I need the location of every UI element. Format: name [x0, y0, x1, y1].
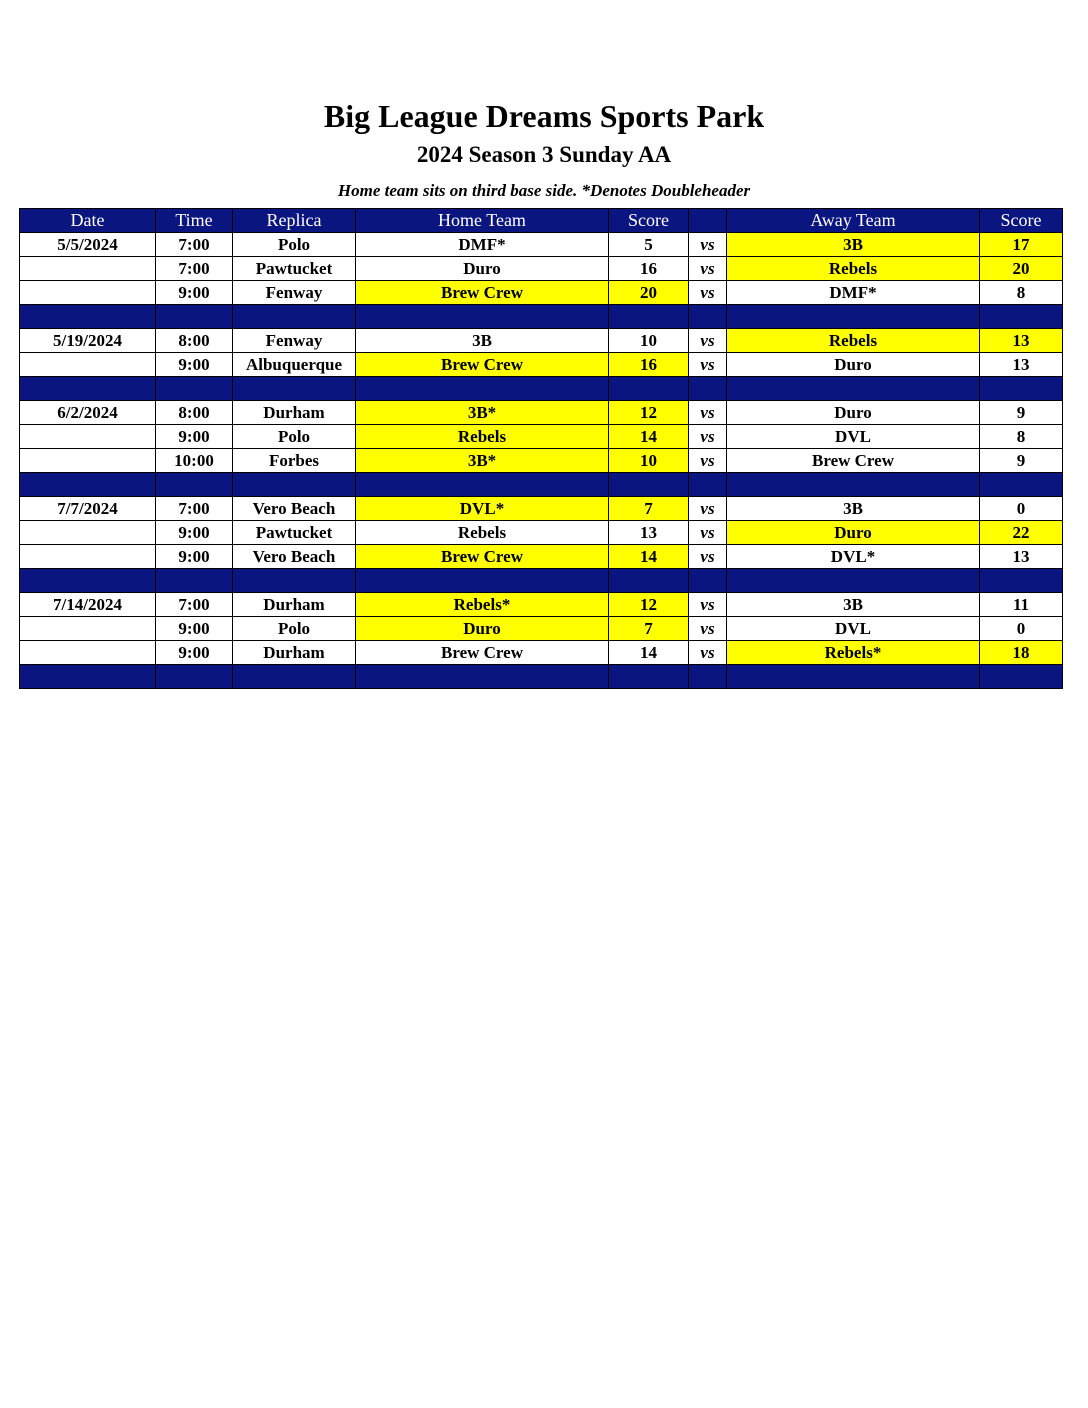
away-team: Rebels*: [727, 641, 980, 665]
game-date: [20, 545, 156, 569]
away-score: 9: [980, 401, 1063, 425]
page-subtitle: 2024 Season 3 Sunday AA: [416, 142, 672, 167]
week-separator-row: [20, 473, 1063, 497]
col-header-away-score: Score: [980, 209, 1063, 233]
away-score: 8: [980, 281, 1063, 305]
game-row: [20, 401, 1063, 425]
home-score: 14: [609, 545, 689, 569]
game-row: [20, 617, 1063, 641]
game-date: [20, 641, 156, 665]
home-team: DMF*: [356, 233, 609, 257]
separator-cell: [20, 665, 156, 689]
away-team: Duro: [727, 401, 980, 425]
game-date: [20, 449, 156, 473]
game-replica: Albuquerque: [233, 353, 356, 377]
separator-cell: [156, 377, 233, 401]
vs-label: vs: [689, 329, 727, 353]
game-date: [20, 257, 156, 281]
away-score: 20: [980, 257, 1063, 281]
home-score: 14: [609, 641, 689, 665]
home-team: Duro: [356, 257, 609, 281]
game-time: 10:00: [156, 449, 233, 473]
game-replica: Polo: [233, 233, 356, 257]
game-time: 9:00: [156, 353, 233, 377]
schedule-table: [19, 208, 1063, 689]
game-row: [20, 353, 1063, 377]
separator-cell: [233, 473, 356, 497]
separator-cell: [156, 665, 233, 689]
game-time: 9:00: [156, 521, 233, 545]
game-date: [20, 617, 156, 641]
game-replica: Fenway: [233, 281, 356, 305]
separator-cell: [727, 569, 980, 593]
separator-cell: [20, 569, 156, 593]
away-team: Rebels: [727, 329, 980, 353]
separator-cell: [609, 473, 689, 497]
game-time: 9:00: [156, 545, 233, 569]
separator-cell: [156, 569, 233, 593]
separator-cell: [727, 305, 980, 329]
game-replica: Durham: [233, 641, 356, 665]
table-header-row: [20, 209, 1063, 233]
schedule-note: Home team sits on third base side. *Denotes Doubleheader: [337, 181, 751, 200]
away-score: 11: [980, 593, 1063, 617]
home-score: 12: [609, 593, 689, 617]
home-team: Brew Crew: [356, 545, 609, 569]
separator-cell: [233, 569, 356, 593]
away-team: Brew Crew: [727, 449, 980, 473]
vs-label: vs: [689, 281, 727, 305]
separator-cell: [156, 305, 233, 329]
col-header-home-score: Score: [609, 209, 689, 233]
away-score: 9: [980, 449, 1063, 473]
home-team: Brew Crew: [356, 353, 609, 377]
separator-cell: [356, 569, 609, 593]
away-score: 0: [980, 617, 1063, 641]
game-replica: Durham: [233, 593, 356, 617]
game-replica: Fenway: [233, 329, 356, 353]
game-replica: Vero Beach: [233, 497, 356, 521]
vs-label: vs: [689, 497, 727, 521]
game-row: [20, 257, 1063, 281]
away-score: 13: [980, 353, 1063, 377]
separator-cell: [233, 665, 356, 689]
separator-cell: [20, 377, 156, 401]
col-header-vs: [689, 209, 727, 233]
away-team: Duro: [727, 521, 980, 545]
vs-label: vs: [689, 233, 727, 257]
game-date: 5/5/2024: [20, 233, 156, 257]
game-row: [20, 449, 1063, 473]
game-date: 5/19/2024: [20, 329, 156, 353]
away-team: DVL*: [727, 545, 980, 569]
away-score: 13: [980, 329, 1063, 353]
vs-label: vs: [689, 425, 727, 449]
home-score: 16: [609, 257, 689, 281]
vs-label: vs: [689, 521, 727, 545]
col-header-away-team: Away Team: [727, 209, 980, 233]
vs-label: vs: [689, 449, 727, 473]
game-replica: Forbes: [233, 449, 356, 473]
game-date: [20, 425, 156, 449]
game-time: 9:00: [156, 281, 233, 305]
game-time: 9:00: [156, 641, 233, 665]
game-date: [20, 353, 156, 377]
away-team: 3B: [727, 497, 980, 521]
separator-cell: [727, 473, 980, 497]
home-score: 5: [609, 233, 689, 257]
separator-cell: [356, 305, 609, 329]
game-date: [20, 281, 156, 305]
vs-label: vs: [689, 617, 727, 641]
separator-cell: [980, 665, 1063, 689]
game-replica: Pawtucket: [233, 257, 356, 281]
away-team: 3B: [727, 233, 980, 257]
separator-cell: [356, 665, 609, 689]
home-score: 16: [609, 353, 689, 377]
away-score: 13: [980, 545, 1063, 569]
separator-cell: [980, 377, 1063, 401]
separator-cell: [233, 377, 356, 401]
separator-cell: [609, 665, 689, 689]
game-row: [20, 281, 1063, 305]
away-team: DMF*: [727, 281, 980, 305]
vs-label: vs: [689, 593, 727, 617]
separator-cell: [689, 473, 727, 497]
game-time: 9:00: [156, 617, 233, 641]
game-replica: Polo: [233, 617, 356, 641]
away-team: Duro: [727, 353, 980, 377]
game-time: 9:00: [156, 425, 233, 449]
game-time: 7:00: [156, 497, 233, 521]
home-team: 3B: [356, 329, 609, 353]
away-score: 22: [980, 521, 1063, 545]
game-row: [20, 641, 1063, 665]
week-separator-row: [20, 377, 1063, 401]
game-time: 8:00: [156, 329, 233, 353]
separator-cell: [727, 377, 980, 401]
home-team: Rebels: [356, 425, 609, 449]
separator-cell: [689, 377, 727, 401]
home-team: 3B*: [356, 401, 609, 425]
game-time: 7:00: [156, 233, 233, 257]
game-replica: Vero Beach: [233, 545, 356, 569]
separator-cell: [980, 305, 1063, 329]
game-time: 7:00: [156, 593, 233, 617]
game-row: [20, 545, 1063, 569]
separator-cell: [689, 305, 727, 329]
home-team: Rebels: [356, 521, 609, 545]
home-score: 7: [609, 497, 689, 521]
separator-cell: [689, 665, 727, 689]
separator-cell: [980, 569, 1063, 593]
vs-label: vs: [689, 641, 727, 665]
game-date: 7/14/2024: [20, 593, 156, 617]
page-title: Big League Dreams Sports Park: [323, 98, 765, 134]
separator-cell: [20, 305, 156, 329]
separator-cell: [356, 377, 609, 401]
separator-cell: [609, 305, 689, 329]
vs-label: vs: [689, 545, 727, 569]
home-team: Brew Crew: [356, 641, 609, 665]
game-replica: Polo: [233, 425, 356, 449]
home-score: 20: [609, 281, 689, 305]
game-replica: Pawtucket: [233, 521, 356, 545]
away-team: 3B: [727, 593, 980, 617]
vs-label: vs: [689, 257, 727, 281]
schedule-body: [20, 233, 1063, 689]
away-score: 8: [980, 425, 1063, 449]
home-score: 12: [609, 401, 689, 425]
game-row: [20, 593, 1063, 617]
home-team: Duro: [356, 617, 609, 641]
separator-cell: [233, 305, 356, 329]
away-score: 0: [980, 497, 1063, 521]
separator-cell: [356, 473, 609, 497]
game-date: [20, 521, 156, 545]
home-team: DVL*: [356, 497, 609, 521]
col-header-home-team: Home Team: [356, 209, 609, 233]
away-score: 18: [980, 641, 1063, 665]
home-score: 10: [609, 329, 689, 353]
separator-cell: [609, 569, 689, 593]
week-separator-row: [20, 569, 1063, 593]
separator-cell: [20, 473, 156, 497]
vs-label: vs: [689, 401, 727, 425]
away-team: DVL: [727, 617, 980, 641]
col-header-date: Date: [20, 209, 156, 233]
game-date: 7/7/2024: [20, 497, 156, 521]
game-time: 7:00: [156, 257, 233, 281]
separator-cell: [156, 473, 233, 497]
game-row: [20, 497, 1063, 521]
col-header-time: Time: [156, 209, 233, 233]
away-team: Rebels: [727, 257, 980, 281]
home-score: 13: [609, 521, 689, 545]
game-time: 8:00: [156, 401, 233, 425]
game-row: [20, 329, 1063, 353]
separator-cell: [689, 569, 727, 593]
away-team: DVL: [727, 425, 980, 449]
home-team: 3B*: [356, 449, 609, 473]
home-team: Rebels*: [356, 593, 609, 617]
week-separator-row: [20, 305, 1063, 329]
home-score: 10: [609, 449, 689, 473]
separator-cell: [727, 665, 980, 689]
week-separator-row: [20, 665, 1063, 689]
home-score: 14: [609, 425, 689, 449]
game-date: 6/2/2024: [20, 401, 156, 425]
home-score: 7: [609, 617, 689, 641]
game-replica: Durham: [233, 401, 356, 425]
game-row: [20, 233, 1063, 257]
game-row: [20, 521, 1063, 545]
separator-cell: [609, 377, 689, 401]
away-score: 17: [980, 233, 1063, 257]
home-team: Brew Crew: [356, 281, 609, 305]
vs-label: vs: [689, 353, 727, 377]
separator-cell: [980, 473, 1063, 497]
col-header-replica: Replica: [233, 209, 356, 233]
game-row: [20, 425, 1063, 449]
